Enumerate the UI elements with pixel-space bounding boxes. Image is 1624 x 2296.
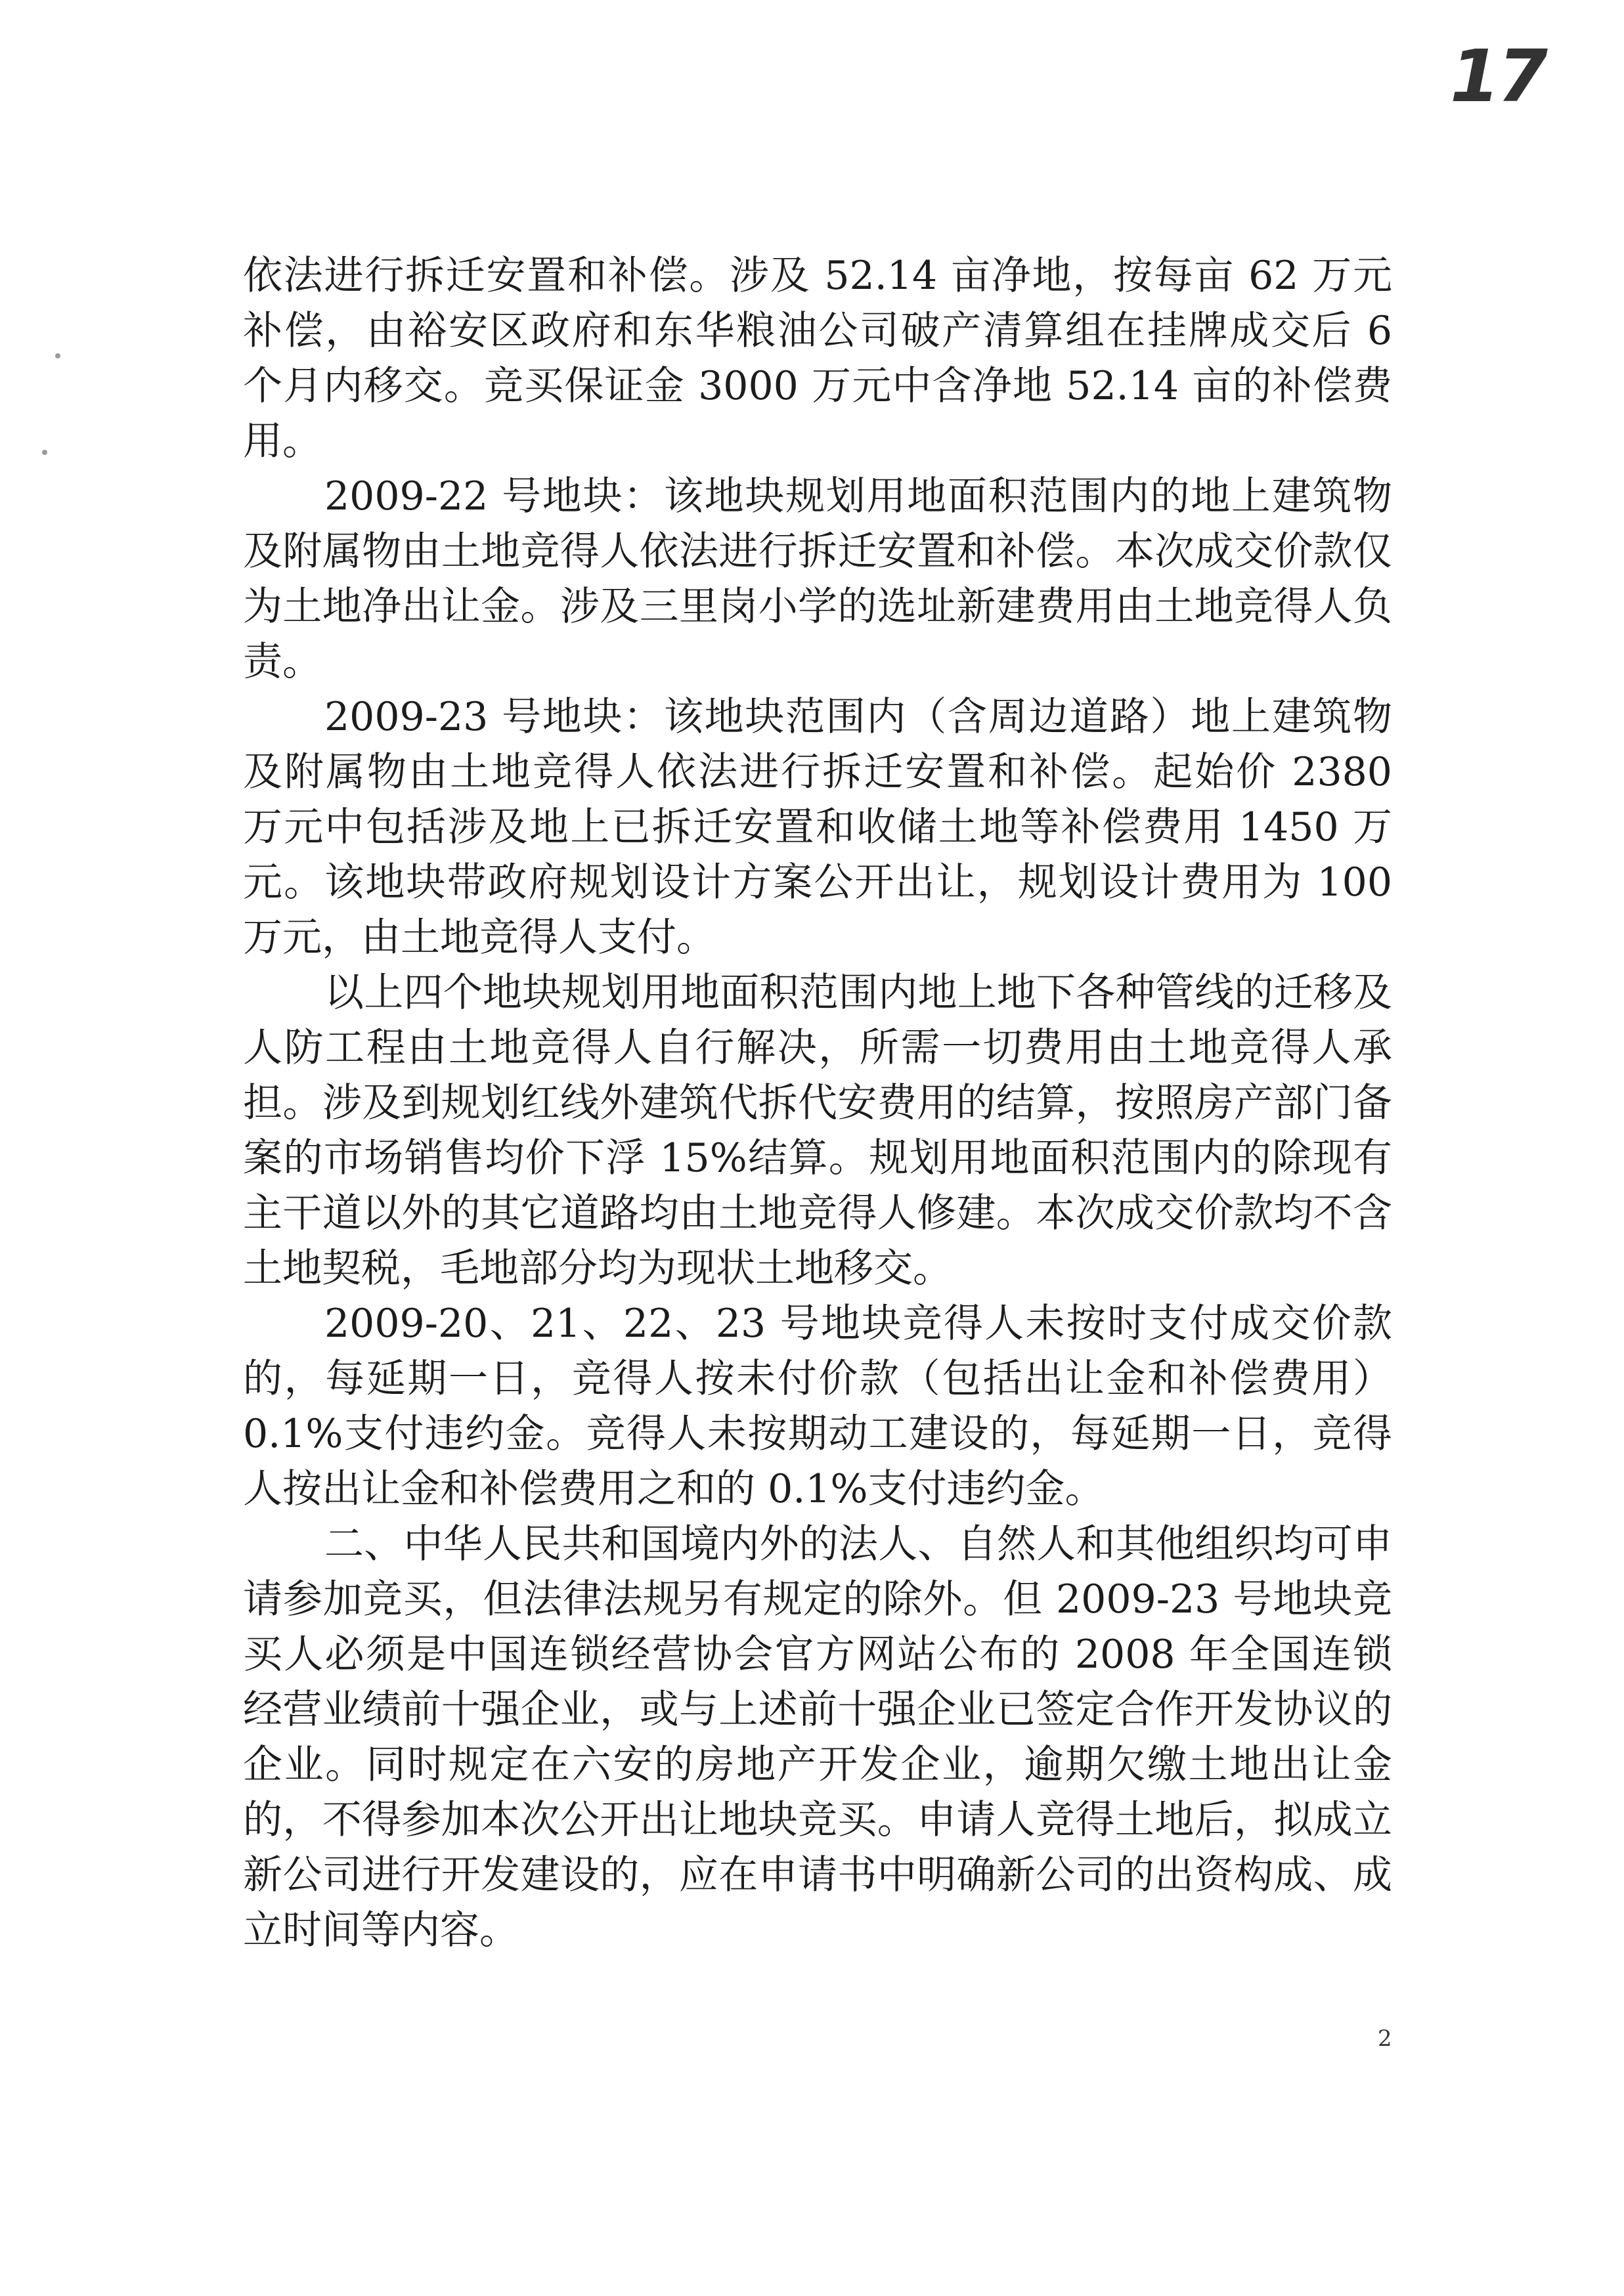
paragraph-plot-2009-22: 2009-22 号地块：该地块规划用地面积范围内的地上建筑物及附属物由土地竞得人依法进行拆迁安置和补偿。本次成交价款仅为土地净出让金。涉及三里岗小学的选址新建费用由土地竞得人负责。 — [243, 473, 1392, 685]
paragraph-plot-2009-23: 2009-23 号地块：该地块范围内（含周边道路）地上建筑物及附属物由土地竞得人依法进行拆迁安置和补偿。起始价 2380 万元中包括涉及地上已拆迁安置和收储土地等补偿费用 1450 万元。该地块带政府规划设计方案公开出让，规划设计费用为 100 万元，由土地竞得人支付。 — [243, 694, 1392, 961]
handwritten-page-number: 17 — [1449, 34, 1545, 118]
paragraph-late-payment-penalty: 2009-20、21、22、23 号地块竞得人未按时支付成交价款的，每延期一日，竞得人按未付价款（包括出让金和补偿费用）0.1%支付违约金。竞得人未按期动工建设的，每延期一日，竞得人按出让金和补偿费用之和的 0.1%支付违约金。 — [243, 1301, 1392, 1512]
paragraph-pipelines-and-costs: 以上四个地块规划用地面积范围内地上地下各种管线的迁移及人防工程由土地竞得人自行解决，所需一切费用由土地竞得人承担。涉及到规划红线外建筑代拆代安费用的结算，按照房产部门备案的市场销售均价下浮 15%结算。规划用地面积范围内的除现有主干道以外的其它道路均由土地竞得人修建。本次成交价款均不含土地契税，毛地部分均为现状土地移交。 — [243, 970, 1392, 1291]
footer-page-number: 2 — [1378, 2025, 1392, 2052]
paragraph-continuation: 依法进行拆迁安置和补偿。涉及 52.14 亩净地，按每亩 62 万元补偿，由裕安区政府和东华粮油公司破产清算组在挂牌成交后 6 个月内移交。竞买保证金 3000 万元中含净地 52.14 亩的补偿费用。 — [243, 253, 1392, 464]
scan-speck — [55, 353, 60, 358]
document-body — [243, 248, 1392, 1958]
scan-speck — [42, 450, 47, 455]
paragraph-bidder-eligibility: 二、中华人民共和国境内外的法人、自然人和其他组织均可申请参加竞买，但法律法规另有规定的除外。但 2009-23 号地块竞买人必须是中国连锁经营协会官方网站公布的 2008 年全国连锁经营业绩前十强企业，或与上述前十强企业已签定合作开发协议的企业。同时规定在六安的房地产开发企业，逾期欠缴土地出让金的，不得参加本次公开出让地块竞买。申请人竞得土地后，拟成立新公司进行开发建设的，应在申请书中明确新公司的出资构成、成立时间等内容。 — [243, 1521, 1392, 1953]
